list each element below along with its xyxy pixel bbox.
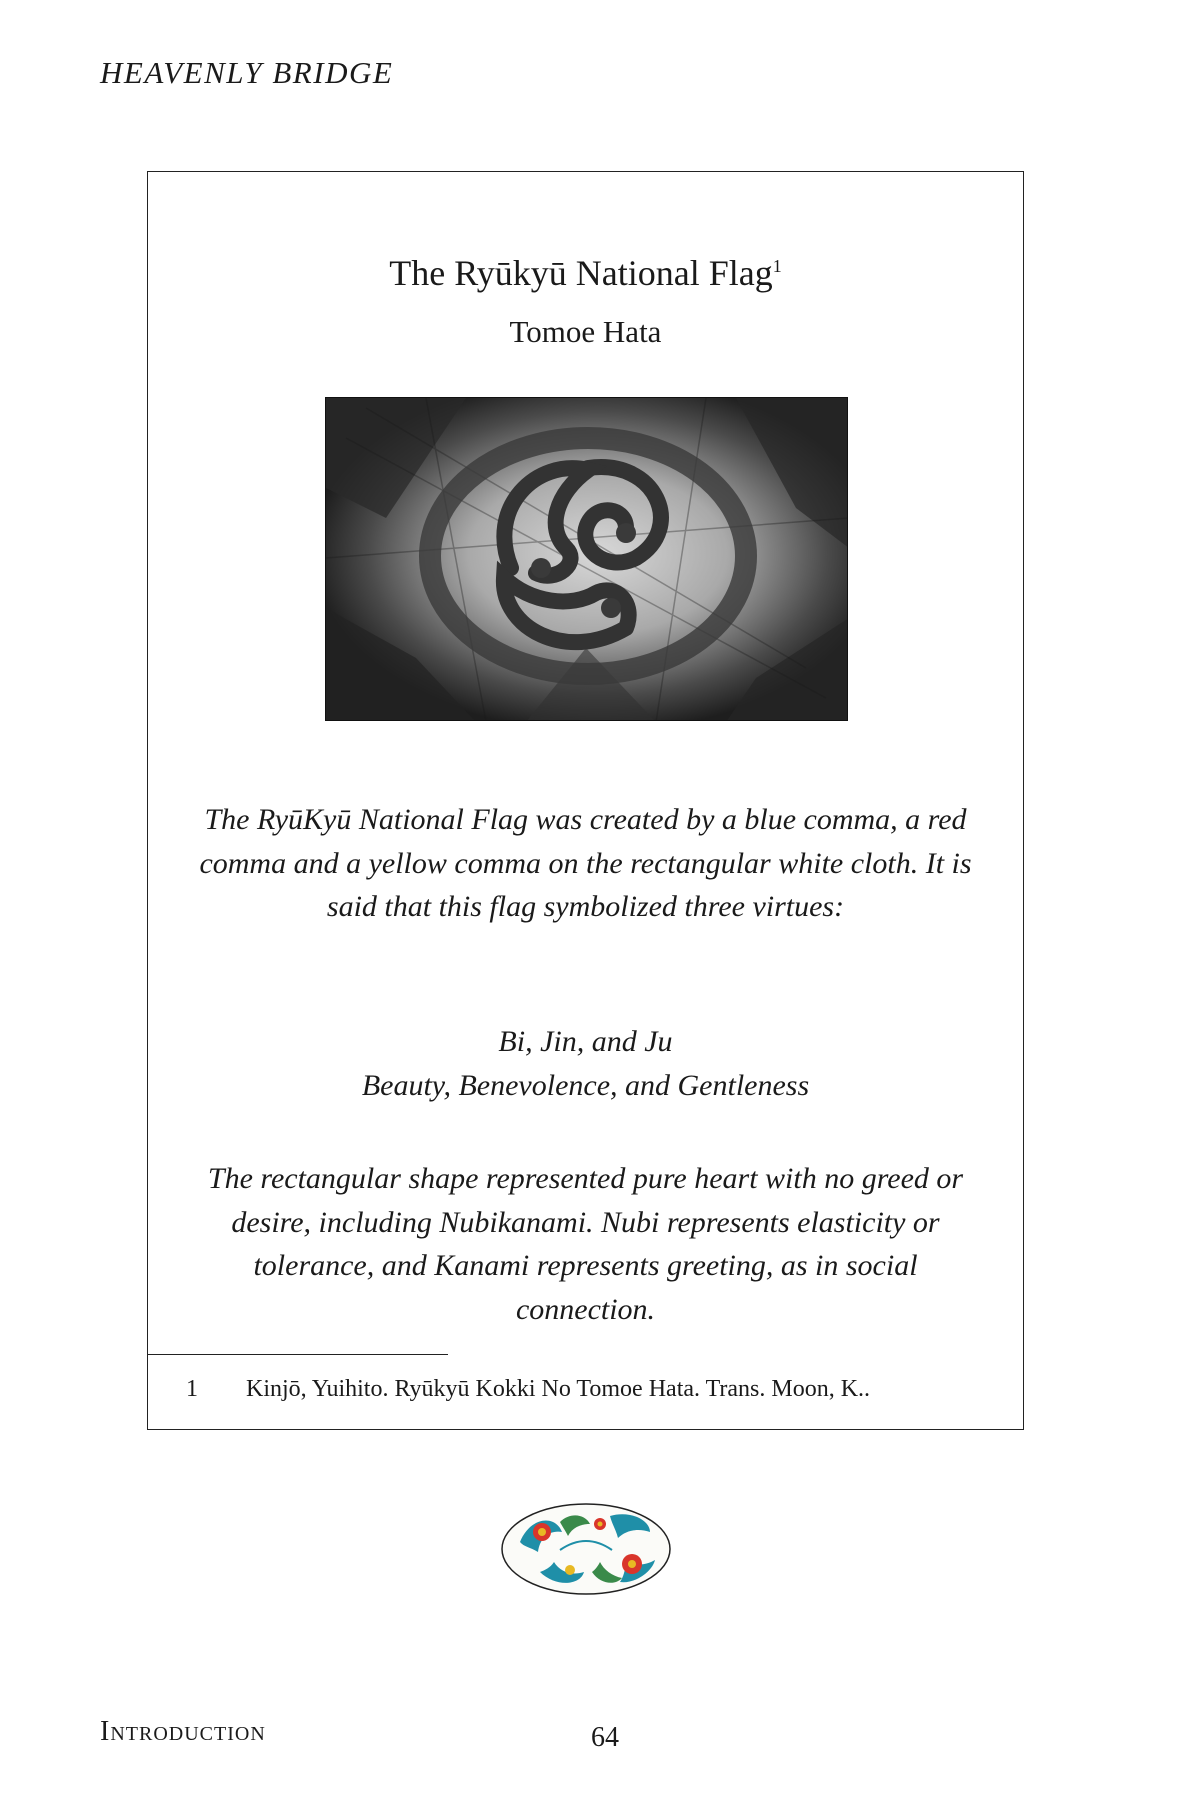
paragraph-shape-meaning: The rectangular shape represented pure heart with no greed or desire, including Nubikanami. Nubi represents elasticity or tolerance, and Kanami represents greeting, as in social connection. — [207, 1162, 964, 1326]
footer-section-title: Introduction — [100, 1716, 266, 1747]
running-head: HEAVENLY BRIDGE — [100, 55, 394, 90]
virtues-english: Beauty, Benevolence, and Gentleness — [361, 1068, 810, 1102]
tomoe-flag-photo — [325, 397, 848, 721]
virtues-block — [188, 1020, 983, 1107]
article-title — [148, 252, 1023, 294]
article-title-text: The Ryūkyū National Flag — [389, 253, 773, 293]
article-author: Tomoe Hata — [509, 314, 662, 349]
floral-oval-ornament-icon — [500, 1502, 672, 1596]
footnote-marker[interactable]: 1 — [772, 256, 782, 276]
article-box — [147, 171, 1024, 1430]
footnote-number: 1 — [186, 1376, 198, 1402]
virtues-romanized: Bi, Jin, and Ju — [498, 1025, 673, 1058]
footnote-text: Kinjō, Yuihito. Ryūkyū Kokki No Tomoe Hata. Trans. Moon, K.. — [246, 1376, 871, 1402]
paragraph-flag-description: The RyūKyū National Flag was created by a blue comma, a red comma and a yellow comma on the rectangular white cloth. It is said that this flag symbolized three virtues: — [199, 803, 972, 923]
page-number: 64 — [591, 1722, 619, 1753]
footnote — [186, 1376, 870, 1403]
footnote-divider — [148, 1354, 448, 1355]
